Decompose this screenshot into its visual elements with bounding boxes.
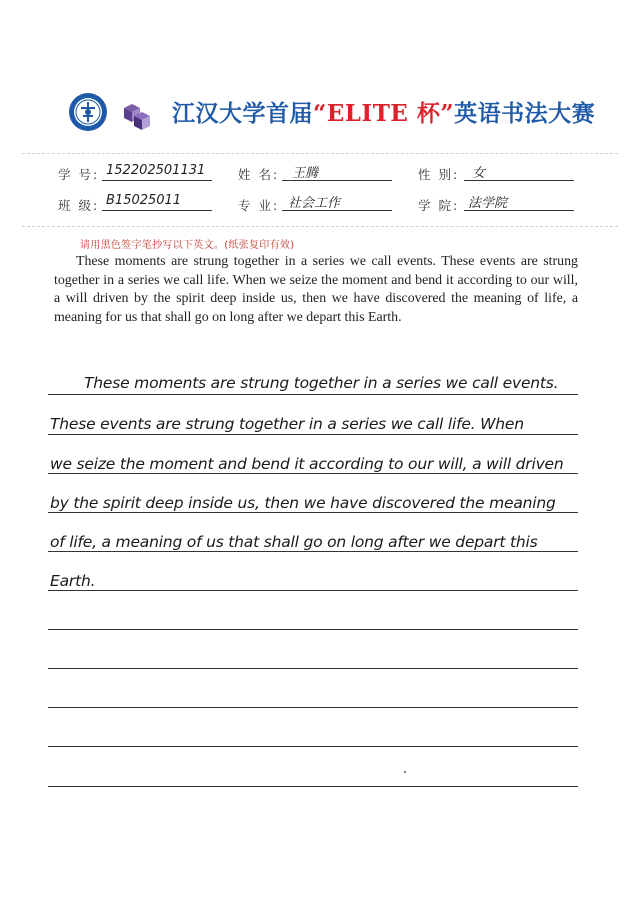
name-value: 王腾 bbox=[292, 166, 319, 181]
divider-bottom bbox=[22, 226, 618, 227]
ruled-line bbox=[48, 473, 578, 474]
ruled-line bbox=[48, 590, 578, 591]
ruled-line bbox=[48, 746, 578, 747]
university-seal-icon bbox=[68, 92, 108, 132]
title-brand: “ELITE 杯” bbox=[313, 100, 455, 127]
student-id-line bbox=[102, 180, 212, 181]
major-label: 专 业: bbox=[238, 198, 280, 213]
ruled-line bbox=[48, 394, 578, 395]
ruled-line bbox=[48, 629, 578, 630]
college-value: 法学院 bbox=[468, 196, 508, 211]
student-id-label: 学 号: bbox=[58, 167, 100, 182]
ruled-line bbox=[48, 551, 578, 552]
handwriting-line-1: These moments are strung together in a series we call events. bbox=[84, 374, 559, 392]
major-value: 社会工作 bbox=[288, 196, 341, 211]
gender-value: 女 bbox=[472, 166, 486, 181]
class-value: B15025011 bbox=[106, 193, 182, 208]
college-label: 学 院: bbox=[418, 198, 460, 213]
gender-label: 性 别: bbox=[418, 167, 460, 182]
handwriting-line-2: These events are strung together in a series we call life. When bbox=[50, 415, 524, 433]
header bbox=[0, 86, 640, 136]
ruled-line bbox=[48, 512, 578, 513]
page-title bbox=[172, 95, 595, 128]
ruled-line bbox=[48, 434, 578, 435]
handwriting-line-4: by the spirit deep inside us, then we have discovered the meaning bbox=[50, 494, 556, 512]
ruled-line bbox=[48, 707, 578, 708]
source-passage: These moments are strung together in a series we call events. These events are strung together in a series we call life. When we seize the moment and bend it according to our will, a will driven by the spirit deep inside us, then we have discovered the meaning of life, a meaning for us that shall go on long after we depart this Earth. bbox=[54, 254, 578, 325]
title-suffix: 英语书法大赛 bbox=[454, 101, 596, 127]
handwriting-line-6: Earth. bbox=[50, 572, 96, 590]
class-line bbox=[102, 210, 212, 211]
handwriting-line-5: of life, a meaning of us that shall go on long after we depart this bbox=[50, 533, 538, 551]
student-id-value: 152202501131 bbox=[106, 163, 206, 178]
name-label: 姓 名: bbox=[238, 167, 280, 182]
instruction-text: 请用黑色签字笔抄写以下英文。(纸张复印有效) bbox=[80, 240, 295, 251]
divider-top bbox=[22, 153, 618, 154]
ruled-line bbox=[48, 786, 578, 787]
handwriting-line-3: we seize the moment and bend it according to our will, a will driven bbox=[50, 455, 564, 473]
title-prefix: 江汉大学首届 bbox=[172, 101, 313, 127]
contest-logo-icon bbox=[120, 98, 154, 132]
ink-dot bbox=[404, 771, 406, 773]
class-label: 班 级: bbox=[58, 198, 100, 213]
ruled-line bbox=[48, 668, 578, 669]
